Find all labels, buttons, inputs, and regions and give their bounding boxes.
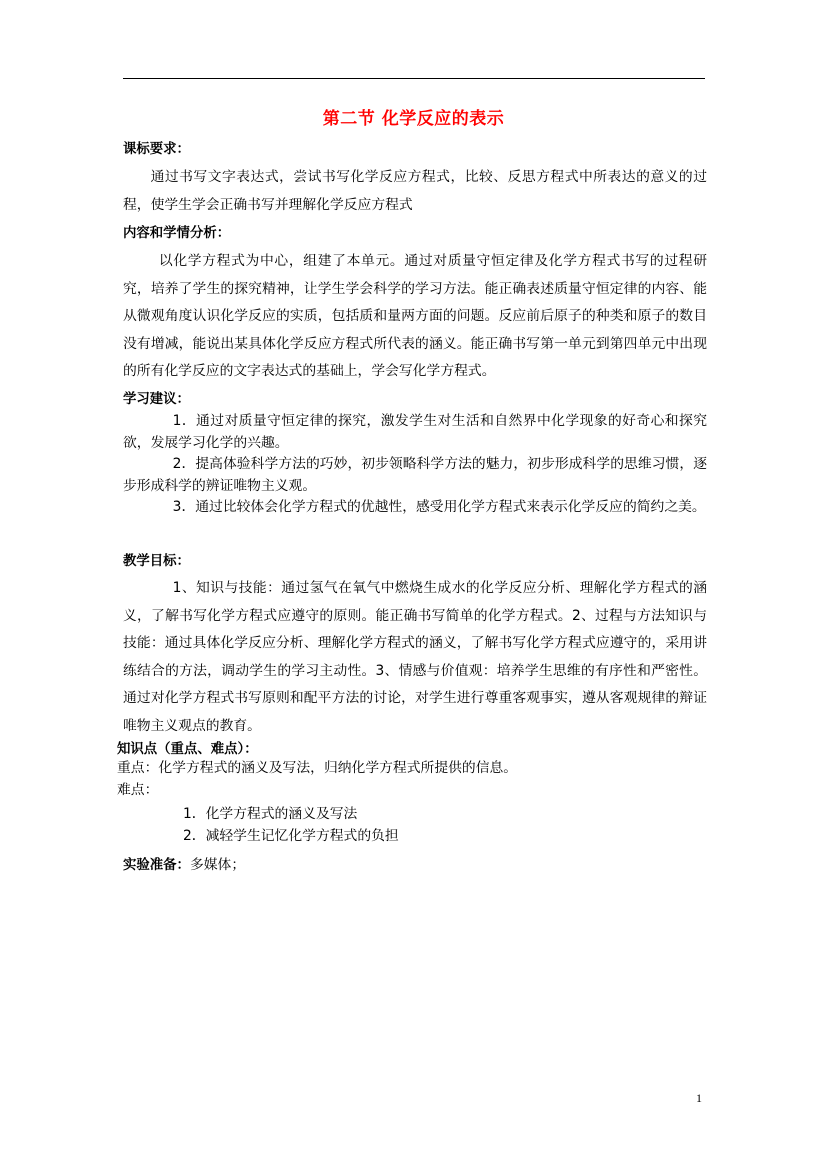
section-heading: 知识点（重点、难点）： [117, 742, 258, 757]
section-heading: 课标要求： [123, 142, 190, 157]
section-heading: 教学目标： [123, 554, 190, 569]
section-curriculum [123, 138, 707, 219]
list-item: 2．减轻学生记忆化学方程式的负担 [183, 828, 399, 844]
header-rule [123, 78, 705, 79]
section-heading: 内容和学情分析： [123, 226, 231, 241]
section-paragraph: 通过书写文字表达式，尝试书写化学反应方程式，比较、反思方程式中所表达的意义的过程，使学生学会正确书写并理解化学反应方程式 [123, 169, 707, 213]
page-number: 1 [696, 1091, 702, 1105]
section-paragraph: 1、知识与技能：通过氢气在氧气中燃烧生成水的化学反应分析、理解化学方程式的涵义，了解书写化学方程式应遵守的原则。能正确书写简单的化学方程式。2、过程与方法知识与技能：通过具体化学反应分析、理解化学方程式的涵义，了解书写化学方程式应遵守的，采用讲练结合的方法，调动学生的学习主动性。3、情感与价值观：培养学生思维的有序性和严密性。通过对化学方程式书写原则和配平方法的讨论，对学生进行尊重客观事实，遵从客观规律的辩证唯物主义观点的教育。 [123, 580, 707, 734]
section-paragraph: 以化学方程式为中心，组建了本单元。通过对质量守恒定律及化学方程式书写的过程研究，培养了学生的探究精神，让学生学会科学的学习方法。能正确表述质量守恒定律的内容、能从微观角度认识化学反应的实质，包括质和量两方面的问题。反应前后原子的种类和原子的数目没有增减，能说出某具体化学反应方程式所代表的涵义。能正确书写第一单元到第四单元中出现的所有化学反应的文字表达式的基础上，学会写化学方程式。 [123, 253, 707, 379]
list-item: 1．化学方程式的涵义及写法 [183, 806, 358, 822]
section-analysis [123, 222, 707, 386]
section-heading: 学习建议： [123, 392, 190, 407]
section-heading: 实验准备： [123, 858, 190, 873]
section-preparation [123, 853, 707, 873]
preparation-text: 多媒体； [189, 857, 246, 873]
section-key-points [117, 738, 707, 847]
section-suggestions [123, 388, 707, 519]
list-item: 2．提高体验科学方法的巧妙，初步领略科学方法的魅力，初步形成科学的思维习惯，逐步形成科学的辨证唯物主义观。 [123, 456, 707, 494]
difficult-label: 难点： [117, 782, 159, 798]
page-title: 第二节 化学反应的表示 [322, 109, 505, 129]
key-point: 重点：化学方程式的涵义及写法，归纳化学方程式所提供的信息。 [117, 760, 518, 776]
list-item: 1．通过对质量守恒定律的探究，激发学生对生活和自然界中化学现象的好奇心和探究欲，发展学习化学的兴趣。 [123, 413, 707, 451]
list-item: 3．通过比较体会化学方程式的优越性，感受用化学方程式来表示化学反应的简约之美。 [172, 499, 706, 515]
section-objectives [123, 550, 707, 740]
